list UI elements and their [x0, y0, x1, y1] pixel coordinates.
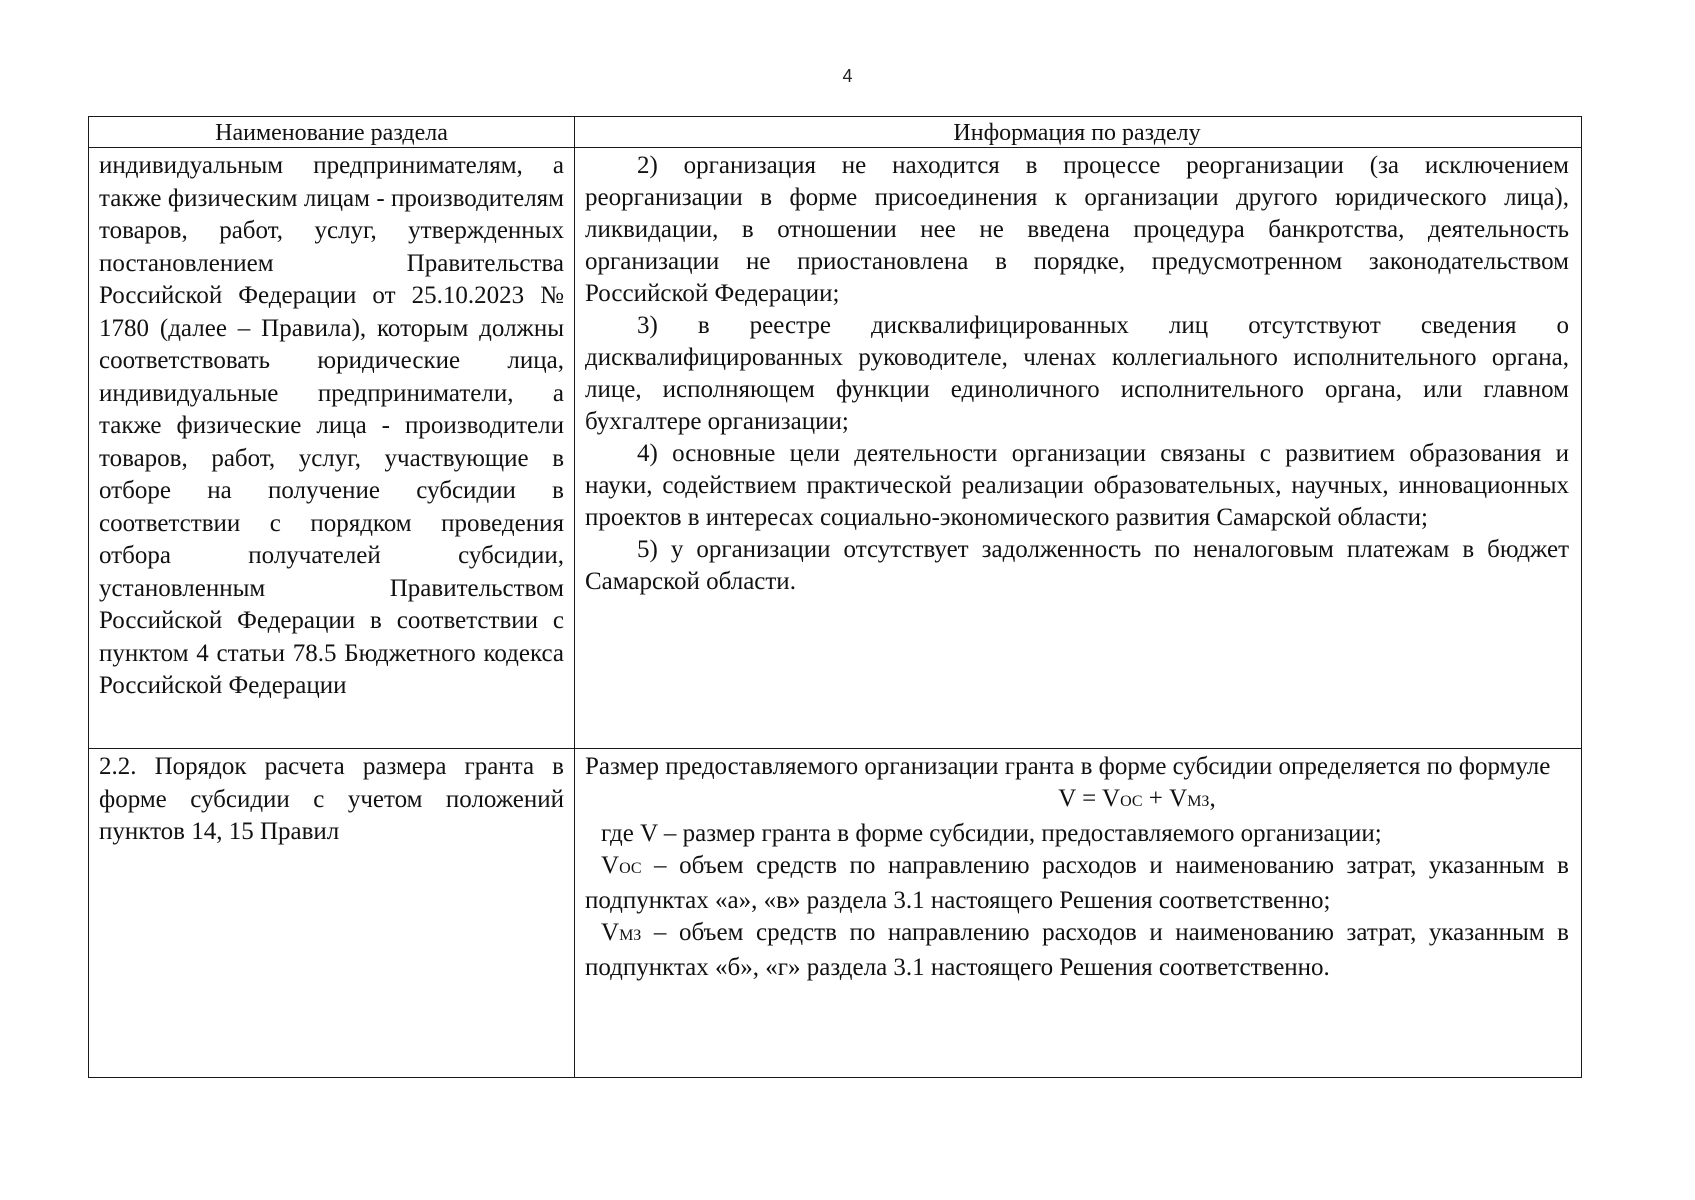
grant-formula	[585, 783, 1569, 818]
formula-where: где V – размер гранта в форме субсидии, предоставляемого организации;	[601, 820, 1382, 847]
vmz-sub: МЗ	[619, 927, 642, 944]
requirement-item-4: 4) основные цели деятельности организации связаны с развитием образования и науки, содействием практической реализации образовательных, научных, инновационных проектов в интересах социально-экономического развития Самарской области;	[585, 440, 1569, 531]
row2-section-name	[89, 749, 575, 1077]
vmz-symbol: V	[601, 919, 620, 946]
formula-plus: + V	[1142, 785, 1188, 812]
formula-intro: Размер предоставляемого организации гранта в форме субсидии определяется по формуле	[585, 753, 1551, 780]
vmz-definition	[585, 917, 1569, 984]
requirement-item-5: 5) у организации отсутствует задолженность по неналоговым платежам в бюджет Самарской области.	[585, 536, 1569, 595]
header-section-name: Наименование раздела	[89, 117, 575, 147]
formula-end: ,	[1209, 785, 1216, 812]
voc-text: – объем средств по направлению расходов и наименованию затрат, указанным в подпунктах «а», «в» раздела 3.1 настоящего Решения соответственно;	[585, 852, 1569, 914]
header-section-info: Информация по разделу	[953, 120, 1201, 146]
row2-section-info	[575, 749, 1581, 1077]
voc-definition	[585, 850, 1569, 917]
table-header-row	[89, 117, 1581, 147]
table-row	[89, 147, 1581, 748]
section-table	[88, 116, 1582, 1078]
vmz-text: – объем средств по направлению расходов и наименованию затрат, указанным в подпунктах «б», «г» раздела 3.1 настоящего Решения соответственно.	[585, 919, 1569, 981]
formula-lhs: V = V	[1058, 785, 1121, 812]
requirement-item-3: 3) в реестре дисквалифицированных лиц отсутствуют сведения о дисквалифицированных руководителе, членах коллегиального исполнительного органа, лице, исполняющем функции единоличного исполнительного органа, или главном бухгалтере организации;	[585, 312, 1569, 435]
row2-left-text: 2.2. Порядок расчета размера гранта в форме субсидии с учетом положений пунктов 14, 15 Правил	[99, 753, 564, 845]
row1-left-text: индивидуальным предпринимателям, а также физическим лицам - производителям товаров, работ, услуг, утвержденных постановлением Правительства Российской Федерации от 25.10.2023 № 1780 (далее – Правила), которым должны соответствовать юридические лица, индивидуальные предприниматели, а также физические лица - производители товаров, работ, услуг, участвующие в отборе на получение субсидии в соответствии с порядком проведения отбора получателей субсидии, установленным Правительством Российской Федерации в соответствии с пунктом 4 статьи 78.5 Бюджетного кодекса Российской Федерации	[99, 152, 564, 699]
row1-section-info	[575, 148, 1581, 748]
page-number: 4	[842, 66, 853, 86]
formula-sub-oc: ОС	[1120, 793, 1143, 810]
table-row	[89, 748, 1581, 1077]
formula-sub-mz: МЗ	[1187, 793, 1210, 810]
voc-symbol: V	[601, 852, 620, 879]
row1-section-name	[89, 148, 575, 748]
voc-sub: ОС	[619, 860, 642, 877]
requirement-item-2: 2) организация не находится в процессе реорганизации (за исключением реорганизации в форме присоединения к организации другого юридического лица), ликвидации, в отношении нее не введена процедура банкротства, деятельность организации не приостановлена в порядке, предусмотренном законодательством Российской Федерации;	[585, 152, 1569, 307]
